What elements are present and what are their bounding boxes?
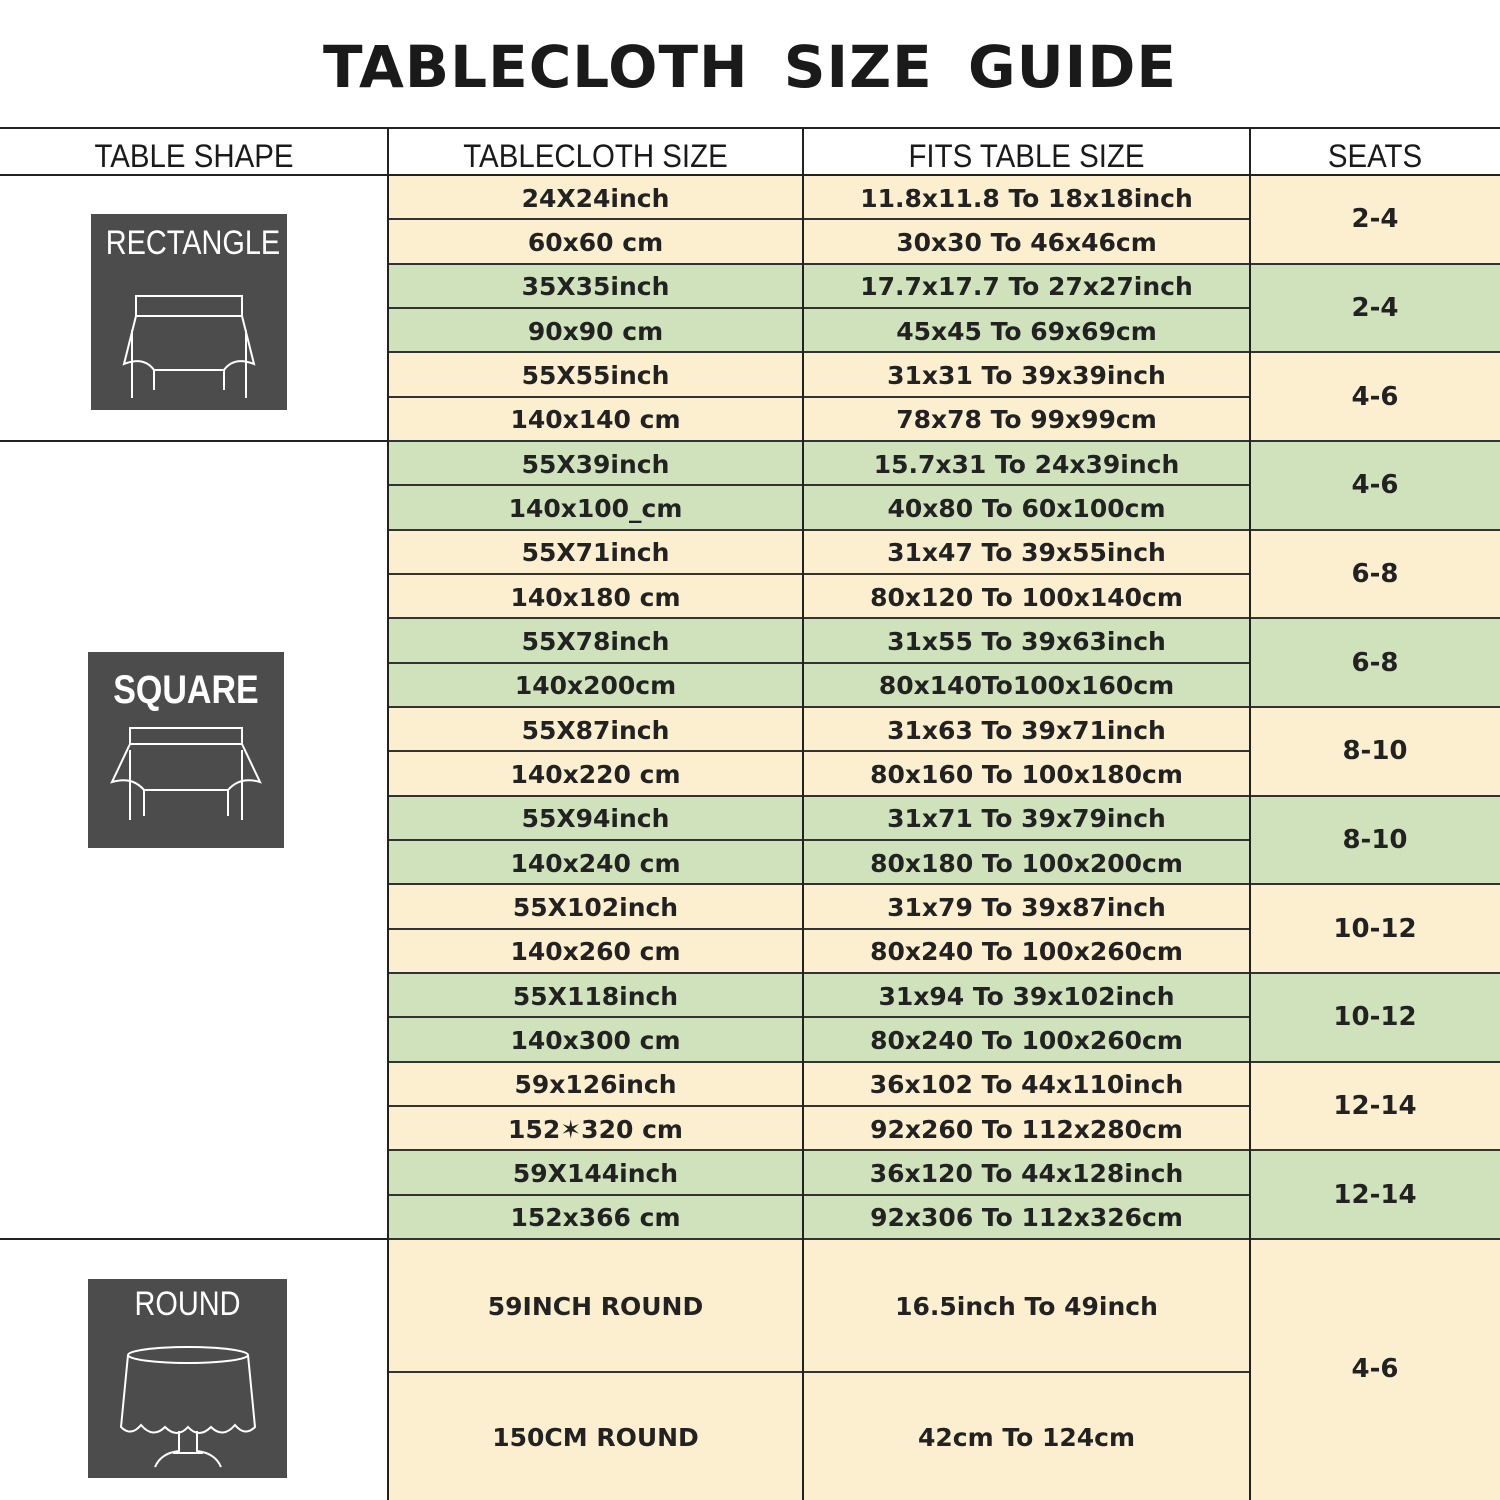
shape-group-divider <box>0 1238 388 1240</box>
row-divider <box>388 928 1250 930</box>
column-divider <box>1249 128 1251 1500</box>
seats-divider <box>1250 972 1500 974</box>
page-title: TABLECLOTH SIZE GUIDE <box>322 33 1178 101</box>
row-divider <box>388 484 1250 486</box>
seats-cell: 12-14 <box>1250 1150 1500 1239</box>
fits-table-size-cell: 92x260 To 112x280cm <box>803 1106 1250 1150</box>
seats-cell: 8-10 <box>1250 796 1500 885</box>
tablecloth-size-cell: 59INCH ROUND <box>388 1239 803 1372</box>
row-divider <box>388 1149 1250 1151</box>
row-divider <box>388 1105 1250 1107</box>
fits-table-size-cell: 42cm To 124cm <box>803 1372 1250 1500</box>
fits-table-size-cell: 78x78 To 99x99cm <box>803 397 1250 441</box>
row-divider <box>388 750 1250 752</box>
fits-table-size-cell: 11.8x11.8 To 18x18inch <box>803 175 1250 219</box>
seats-cell: 12-14 <box>1250 1062 1500 1151</box>
shape-label: RECTANGLE <box>105 224 281 262</box>
tablecloth-size-cell: 140x220 cm <box>388 751 803 795</box>
fits-table-size-cell: 17.7x17.7 To 27x27inch <box>803 264 1250 308</box>
seats-cell: 2-4 <box>1250 264 1500 353</box>
tablecloth-size-cell: 24X24inch <box>388 175 803 219</box>
row-divider <box>388 396 1250 398</box>
column-header: SEATS <box>1327 138 1423 174</box>
row-divider <box>388 1061 1250 1063</box>
seats-cell: 8-10 <box>1250 707 1500 796</box>
seats-cell: 4-6 <box>1250 441 1500 530</box>
seats-divider <box>1250 1061 1500 1063</box>
tablecloth-size-cell: 140x240 cm <box>388 840 803 884</box>
tablecloth-size-cell: 140x260 cm <box>388 929 803 973</box>
seats-cell: 4-6 <box>1250 1239 1500 1500</box>
tablecloth-size-cell: 55X87inch <box>388 707 803 751</box>
fits-table-size-cell: 31x55 To 39x63inch <box>803 618 1250 662</box>
fits-table-size-cell: 80x160 To 100x180cm <box>803 751 1250 795</box>
header-rule <box>0 174 1500 176</box>
fits-table-size-cell: 80x240 To 100x260cm <box>803 1017 1250 1061</box>
seats-divider <box>1250 1238 1500 1240</box>
tablecloth-size-cell: 150CM ROUND <box>388 1372 803 1500</box>
shape-label: SQUARE <box>113 668 259 712</box>
tablecloth-size-cell: 90x90 cm <box>388 308 803 352</box>
fits-table-size-cell: 31x47 To 39x55inch <box>803 530 1250 574</box>
fits-table-size-cell: 16.5inch To 49inch <box>803 1239 1250 1372</box>
tablecloth-size-cell: 55X55inch <box>388 352 803 396</box>
tablecloth-size-cell: 35X35inch <box>388 264 803 308</box>
seats-cell: 6-8 <box>1250 618 1500 707</box>
fits-table-size-cell: 80x140To100x160cm <box>803 663 1250 707</box>
seats-cell: 10-12 <box>1250 973 1500 1062</box>
shape-badge-round <box>88 1279 287 1478</box>
seats-divider <box>1250 883 1500 885</box>
tablecloth-size-cell: 152x366 cm <box>388 1195 803 1239</box>
tablecloth-size-cell: 140x140 cm <box>388 397 803 441</box>
tablecloth-size-cell: 55X71inch <box>388 530 803 574</box>
seats-divider <box>1250 706 1500 708</box>
seats-divider <box>1250 1149 1500 1151</box>
seats-cell: 6-8 <box>1250 530 1500 619</box>
row-divider <box>388 839 1250 841</box>
fits-table-size-cell: 31x71 To 39x79inch <box>803 796 1250 840</box>
tablecloth-size-cell: 55X78inch <box>388 618 803 662</box>
fits-table-size-cell: 31x31 To 39x39inch <box>803 352 1250 396</box>
seats-divider <box>1250 617 1500 619</box>
round-table-icon <box>88 1341 287 1485</box>
tablecloth-size-cell: 55X94inch <box>388 796 803 840</box>
tablecloth-size-cell: 59X144inch <box>388 1150 803 1194</box>
rectangle-table-icon <box>91 286 287 420</box>
seats-cell: 2-4 <box>1250 175 1500 264</box>
tablecloth-size-cell: 140x100_cm <box>388 485 803 529</box>
fits-table-size-cell: 31x94 To 39x102inch <box>803 973 1250 1017</box>
fits-table-size-cell: 36x102 To 44x110inch <box>803 1062 1250 1106</box>
row-divider <box>388 351 1250 353</box>
row-divider <box>388 218 1250 220</box>
fits-table-size-cell: 92x306 To 112x326cm <box>803 1195 1250 1239</box>
seats-divider <box>1250 351 1500 353</box>
seats-divider <box>1250 795 1500 797</box>
tablecloth-size-cell: 152✶320 cm <box>388 1106 803 1150</box>
fits-table-size-cell: 31x79 To 39x87inch <box>803 884 1250 928</box>
column-header: FITS TABLE SIZE <box>908 138 1145 174</box>
row-divider <box>388 883 1250 885</box>
shape-label: ROUND <box>134 1285 241 1323</box>
tablecloth-size-cell: 55X102inch <box>388 884 803 928</box>
fits-table-size-cell: 31x63 To 39x71inch <box>803 707 1250 751</box>
tablecloth-size-cell: 55X118inch <box>388 973 803 1017</box>
tablecloth-size-cell: 140x180 cm <box>388 574 803 618</box>
row-divider <box>388 263 1250 265</box>
row-divider <box>388 706 1250 708</box>
seats-divider <box>1250 529 1500 531</box>
column-divider <box>387 128 389 1500</box>
seats-divider <box>1250 263 1500 265</box>
row-divider <box>388 795 1250 797</box>
row-divider <box>388 440 1250 442</box>
row-divider <box>388 1016 1250 1018</box>
row-divider <box>388 617 1250 619</box>
fits-table-size-cell: 80x240 To 100x260cm <box>803 929 1250 973</box>
tablecloth-size-cell: 140x300 cm <box>388 1017 803 1061</box>
column-header: TABLE SHAPE <box>94 138 294 174</box>
fits-table-size-cell: 30x30 To 46x46cm <box>803 219 1250 263</box>
column-divider <box>802 128 804 1500</box>
row-divider <box>388 1371 1250 1373</box>
tablecloth-size-cell: 140x200cm <box>388 663 803 707</box>
shape-badge-square <box>88 652 284 848</box>
row-divider <box>388 662 1250 664</box>
row-divider <box>388 1194 1250 1196</box>
column-header: TABLECLOTH SIZE <box>463 138 728 174</box>
row-divider <box>388 972 1250 974</box>
fits-table-size-cell: 45x45 To 69x69cm <box>803 308 1250 352</box>
tablecloth-size-cell: 60x60 cm <box>388 219 803 263</box>
fits-table-size-cell: 80x180 To 100x200cm <box>803 840 1250 884</box>
seats-divider <box>1250 440 1500 442</box>
square-table-icon <box>88 720 284 834</box>
tablecloth-size-cell: 55X39inch <box>388 441 803 485</box>
fits-table-size-cell: 36x120 To 44x128inch <box>803 1150 1250 1194</box>
tablecloth-size-cell: 59x126inch <box>388 1062 803 1106</box>
row-divider <box>388 529 1250 531</box>
shape-group-divider <box>0 440 388 442</box>
fits-table-size-cell: 40x80 To 60x100cm <box>803 485 1250 529</box>
fits-table-size-cell: 80x120 To 100x140cm <box>803 574 1250 618</box>
row-divider <box>388 307 1250 309</box>
row-divider <box>388 1238 1250 1240</box>
shape-badge-rectangle <box>91 214 287 410</box>
header-rule <box>0 127 1500 129</box>
row-divider <box>388 573 1250 575</box>
seats-cell: 4-6 <box>1250 352 1500 441</box>
fits-table-size-cell: 15.7x31 To 24x39inch <box>803 441 1250 485</box>
seats-cell: 10-12 <box>1250 884 1500 973</box>
